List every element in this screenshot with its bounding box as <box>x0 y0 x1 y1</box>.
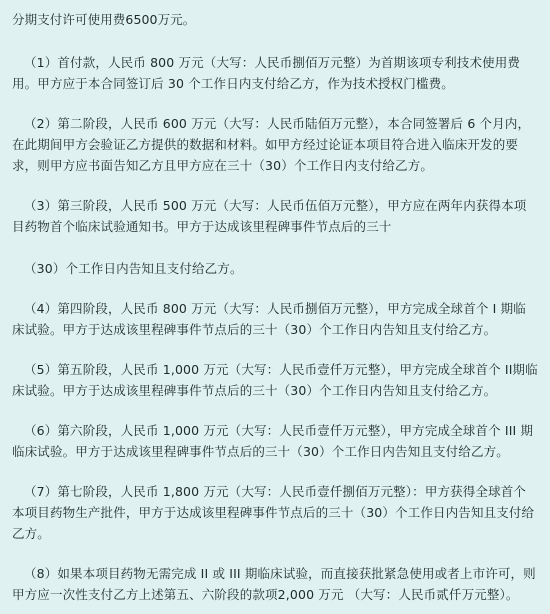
clause-3: （3）第三阶段，人民币 500 万元（大写：人民币伍佰万元整），甲方应在两年内获得本项目药物首个临床试验通知书。甲方于达成该里程碑事件节点后的三十 <box>12 198 527 234</box>
clause-7: （7）第七阶段，人民币 1,800 万元（大写：人民币壹仟捌佰万元整）：甲方获得全球首个本项目药物生产批件，甲方于达成该里程碑事件节点后的三十（30）个工作日内告知且支付给乙方。 <box>12 484 535 541</box>
document-title: 分期支付许可使用费6500万元。 <box>12 12 196 27</box>
clause-8: （8）如果本项目药物无需完成 II 或 III 期临床试验，而直接获批紧急使用或者上市许可，则甲方应一次性支付乙方上述第五、六阶段的款项2,000 万元 （大写：人民币贰仟万元整）。 <box>12 566 536 602</box>
clause-5: （5）第五阶段，人民币 1,000 万元（大写：人民币壹仟万元整），甲方完成全球首个 II期临床试验。甲方于达成该里程碑事件节点后的三十（30）个工作日内告知且支付给乙方。 <box>12 362 538 398</box>
clause-3-continued: （30）个工作日内告知且支付给乙方。 <box>24 261 243 276</box>
clause-4: （4）第四阶段，人民币 800 万元（大写：人民币捌佰万元整），甲方完成全球首个 I 期临床试验。甲方于达成该里程碑事件节点后的三十（30）个工作日内告知且支付给乙方。 <box>12 301 526 337</box>
clause-2: （2）第二阶段，人民币 600 万元（大写：人民币陆佰万元整），本合同签署后 6 个月内，在此期间甲方会验证乙方提供的数据和材料。如甲方经过论证本项目符合进入临床开发的要求，则甲方应书面告知乙方且甲方应在三十（30）个工作日内支付给乙方。 <box>12 116 531 173</box>
clause-6: （6）第六阶段，人民币 1,000 万元（大写：人民币壹仟万元整），甲方完成全球首个 III 期临床试验。甲方于达成该里程碑事件节点后的三十（30）个工作日内告知且支付给乙方。 <box>12 423 534 459</box>
clause-1: （1）首付款，人民币 800 万元（大写：人民币捌佰万元整）为首期该项专利技术使用费用。甲方应于本合同签订后 30 个工作日内支付给乙方，作为技术授权门槛费。 <box>12 55 521 91</box>
